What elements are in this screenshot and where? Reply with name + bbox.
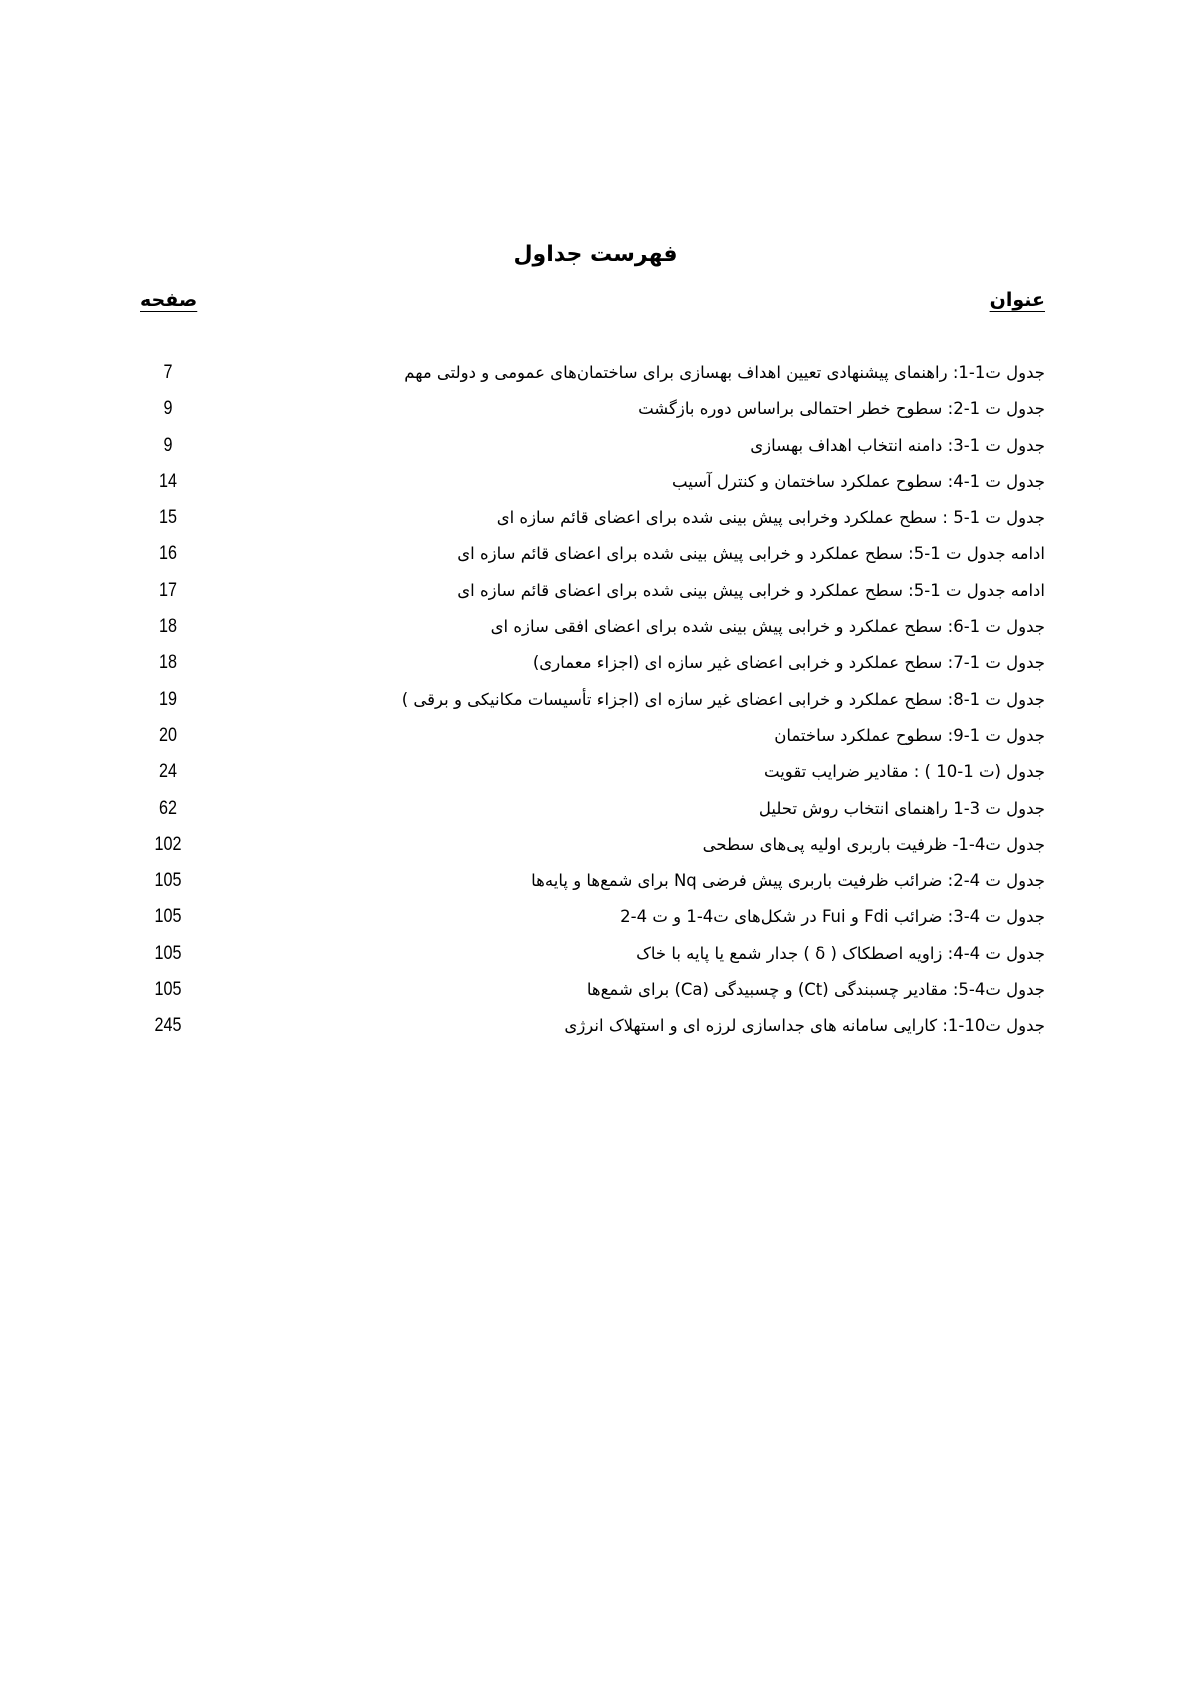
entry-page-number: 18 xyxy=(159,652,177,674)
entry-title: جدول ت10-1: کارایی سامانه های جداسازی لرزه ای و استهلاک انرژی xyxy=(564,1016,1045,1036)
toc-entry[interactable] xyxy=(0,757,1191,793)
page-title: فهرست جداول xyxy=(513,242,678,267)
entry-title: ادامه جدول ت 1-5: سطح عملکرد و خرابی پیش بینی شده برای اعضای قائم سازه ای xyxy=(457,580,1045,600)
entry-page-number: 105 xyxy=(154,870,182,892)
entry-page-number: 20 xyxy=(159,724,177,746)
entry-page-number: 7 xyxy=(163,362,173,383)
toc-entry[interactable] xyxy=(0,431,1191,467)
entry-title: جدول ت4-1- ظرفیت باربری اولیه پی‌های سطحی xyxy=(702,834,1045,854)
toc-entry[interactable] xyxy=(0,939,1191,975)
toc-entry[interactable] xyxy=(0,830,1191,866)
toc-entry[interactable] xyxy=(0,612,1191,648)
entry-title: جدول ت 4-4: زاویه اصطکاک ( δ ) جدار شمع یا پایه با خاک xyxy=(636,943,1045,963)
entry-page-number: 14 xyxy=(159,470,177,492)
entry-page-number: 105 xyxy=(154,906,182,928)
entry-title: جدول ت 1-4: سطوح عملکرد ساختمان و کنترل آسیب xyxy=(672,471,1045,491)
entry-page-number: 18 xyxy=(159,616,177,638)
entry-page-number: 105 xyxy=(154,942,182,964)
entry-page-number: 19 xyxy=(159,688,177,710)
entry-page-number: 9 xyxy=(163,398,173,420)
entry-page-number: 9 xyxy=(163,434,173,456)
entry-page-number: 105 xyxy=(154,979,182,1001)
entry-title: جدول (ت 1-10 ) : مقادیر ضرایب تقویت xyxy=(764,762,1045,782)
entry-title: جدول ت 4-2: ضرائب ظرفیت باربری پیش فرضی Nq برای شمع‌ها و پایه‌ها xyxy=(531,871,1045,891)
entry-title: ادامه جدول ت 1-5: سطح عملکرد و خرابی پیش بینی شده برای اعضای قائم سازه ای xyxy=(457,544,1045,564)
entry-page-number: 15 xyxy=(159,507,177,529)
entry-title: جدول ت 1-6: سطح عملکرد و خرابی پیش بینی شده برای اعضای افقی سازه ای xyxy=(490,617,1045,637)
entry-page-number: 24 xyxy=(159,761,177,783)
entry-title: جدول ت 1-9: سطوح عملکرد ساختمان xyxy=(774,725,1045,745)
entry-title: جدول ت 1-7: سطح عملکرد و خرابی اعضای غیر سازه ای (اجزاء معماری) xyxy=(532,653,1045,673)
toc-entry[interactable] xyxy=(0,576,1191,612)
entry-title: جدول ت 4-3: ضرائب Fdi و Fui در شکل‌های ت4-1 و ت 4-2 xyxy=(620,907,1045,927)
toc-entry[interactable] xyxy=(0,467,1191,503)
entry-page-number: 62 xyxy=(159,797,177,819)
entry-title: جدول ت 1-8: سطح عملکرد و خرابی اعضای غیر سازه ای (اجزاء تأسیسات مکانیکی و برقی ) xyxy=(401,689,1045,709)
page-column-header: صفحه xyxy=(140,289,198,311)
entry-page-number: 16 xyxy=(159,543,177,565)
entry-title: جدول ت 3-1 راهنمای انتخاب روش تحلیل xyxy=(758,798,1045,818)
entry-title: جدول ت4-5: مقادیر چسبندگی (Ct) و چسبیدگی (Ca) برای شمع‌ها xyxy=(586,980,1045,1000)
toc-entry[interactable] xyxy=(0,648,1191,684)
entry-title: جدول ت 1-5 : سطح عملکرد وخرابی پیش بینی شده برای اعضای قائم سازه ای xyxy=(496,508,1045,528)
entry-page-number: 245 xyxy=(154,1015,182,1037)
toc-entry[interactable] xyxy=(0,975,1191,1011)
toc-entry[interactable] xyxy=(0,721,1191,757)
entry-title: جدول ت1-1: راهنمای پیشنهادی تعیین اهداف بهسازی برای ساختمان‌های عمومی و دولتی مهم xyxy=(404,363,1045,382)
toc-entry[interactable] xyxy=(0,902,1191,938)
toc-entry[interactable] xyxy=(0,1011,1191,1047)
toc-entry[interactable] xyxy=(0,794,1191,830)
table-of-tables xyxy=(0,358,1191,1048)
toc-entry[interactable] xyxy=(0,503,1191,539)
entry-title: جدول ت 1-2: سطوح خطر احتمالی براساس دوره بازگشت xyxy=(638,399,1045,419)
toc-entry[interactable] xyxy=(0,394,1191,430)
entry-page-number: 17 xyxy=(159,579,177,601)
toc-entry[interactable] xyxy=(0,358,1191,394)
entry-page-number: 102 xyxy=(154,833,182,855)
toc-entry[interactable] xyxy=(0,539,1191,575)
toc-entry[interactable] xyxy=(0,685,1191,721)
toc-entry[interactable] xyxy=(0,866,1191,902)
title-column-header: عنوان xyxy=(989,289,1045,311)
entry-title: جدول ت 1-3: دامنه انتخاب اهداف بهسازی xyxy=(750,435,1045,455)
